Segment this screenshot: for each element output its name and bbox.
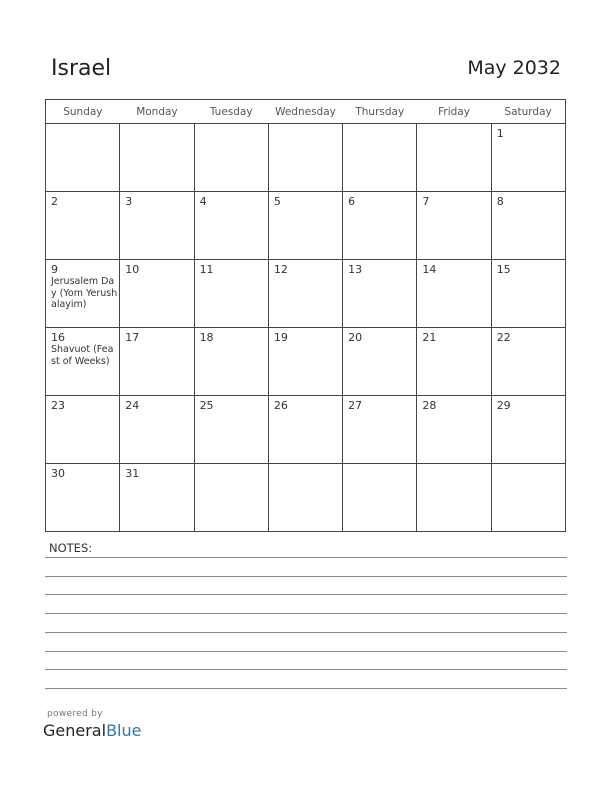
day-number: 26 [273,399,288,412]
week-row [46,124,566,192]
day-cell [343,260,417,328]
week-row [46,260,566,328]
day-cell [491,396,565,464]
day-number: 24 [125,399,140,412]
day-cell [194,260,268,328]
day-cell [343,464,417,532]
day-cell [268,260,342,328]
week-row [46,328,566,396]
day-cell [268,124,342,192]
day-cell [491,260,565,328]
day-number: 23 [51,399,65,412]
day-cell [46,396,120,464]
note-line [45,613,567,614]
day-cell [491,192,565,260]
day-number: 29 [496,399,511,412]
day-number: 10 [125,263,140,276]
day-cell [120,396,194,464]
day-cell [491,328,565,396]
day-cell [268,192,342,260]
weekday-header-row [46,100,566,124]
note-line [45,651,567,652]
weekday-sunday: Sunday [46,100,120,124]
day-cell [120,260,194,328]
day-number: 21 [422,331,437,344]
day-number: 11 [199,263,214,276]
country-title: Israel [51,56,112,81]
day-number: 4 [199,195,207,208]
day-cell [46,192,120,260]
weekday-saturday: Saturday [491,100,565,124]
day-cell [194,124,268,192]
day-cell [268,396,342,464]
day-number: 17 [125,331,140,344]
day-number: 1 [496,127,504,140]
day-cell [417,260,491,328]
day-number: 16 [51,331,65,344]
day-cell [46,260,120,328]
day-cell [194,396,268,464]
day-cell [491,464,565,532]
brand-general: General [43,721,107,740]
day-cell [343,396,417,464]
day-cell [417,124,491,192]
day-number: 8 [496,195,504,208]
day-number: 20 [348,331,363,344]
day-cell [120,124,194,192]
day-cell [268,464,342,532]
day-cell [343,328,417,396]
note-line [45,594,567,595]
day-cell [194,464,268,532]
day-cell [417,396,491,464]
day-cell [417,464,491,532]
day-number: 19 [273,331,288,344]
day-number: 25 [199,399,214,412]
day-number: 30 [51,467,65,480]
day-cell [417,192,491,260]
day-number: 15 [496,263,511,276]
brand-blue: Blue [106,721,142,740]
weekday-tuesday: Tuesday [194,100,268,124]
day-number: 18 [199,331,214,344]
brand-logo[interactable] [43,721,141,740]
day-number: 2 [51,195,58,208]
powered-by-text: powered by [47,709,103,719]
weekday-wednesday: Wednesday [268,100,342,124]
day-cell [343,124,417,192]
day-number: 28 [422,399,437,412]
day-cell [120,464,194,532]
day-cell [268,328,342,396]
notes-label: NOTES: [49,541,93,555]
day-cell [491,124,565,192]
week-row [46,396,566,464]
calendar-grid [45,99,566,532]
day-number: 13 [348,263,363,276]
day-number: 22 [496,331,511,344]
day-cell [194,328,268,396]
holiday-label: Jerusalem Day (Yom Yerushalayim) [51,276,118,310]
week-row [46,464,566,532]
day-number: 31 [125,467,140,480]
weekday-thursday: Thursday [343,100,417,124]
day-number: 9 [51,263,58,276]
day-number: 12 [273,263,288,276]
day-cell [343,192,417,260]
day-number: 5 [273,195,281,208]
weekday-monday: Monday [120,100,194,124]
note-line [45,557,567,558]
day-cell [46,124,120,192]
day-cell [46,328,120,396]
day-cell [120,192,194,260]
day-cell [46,464,120,532]
week-row [46,192,566,260]
day-number: 3 [125,195,133,208]
day-number: 14 [422,263,437,276]
note-line [45,576,567,577]
day-cell [194,192,268,260]
note-line [45,688,567,689]
day-number: 7 [422,195,430,208]
day-cell [417,328,491,396]
month-year-title: May 2032 [467,57,561,79]
note-line [45,669,567,670]
day-number: 6 [348,195,356,208]
day-number: 27 [348,399,363,412]
day-cell [120,328,194,396]
note-line [45,632,567,633]
holiday-label: Shavuot (Feast of Weeks) [51,344,114,367]
weekday-friday: Friday [417,100,491,124]
